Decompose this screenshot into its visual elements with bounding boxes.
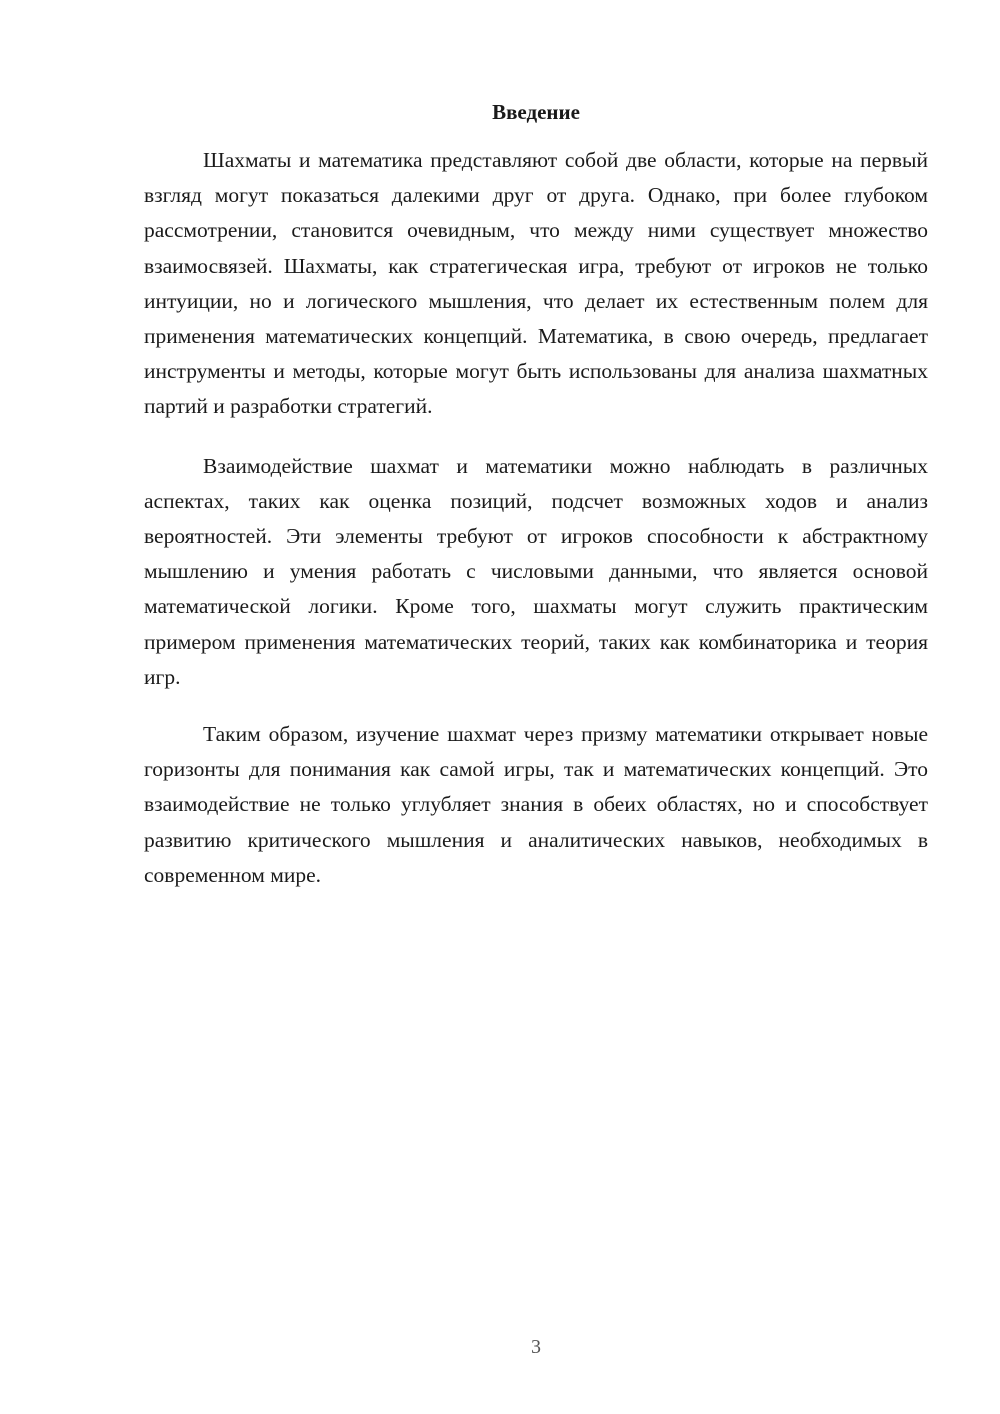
page-number: 3 <box>531 1336 541 1358</box>
paragraph-2: Взаимодействие шахмат и математики можно наблюдать в различных аспектах, таких как оценка позиций, подсчет возможных ходов и анализ вероятностей. Эти элементы требуют от игроков способности к абстрактному мышлению и умения работать с числовыми данными, что является основой математической логики. Кроме того, шахматы могут служить практическим примером применения математических теорий, таких как комбинаторика и теория игр. <box>144 453 928 689</box>
paragraph-1: Шахматы и математика представляют собой две области, которые на первый взгляд могут показаться далекими друг от друга. Однако, при более глубоком рассмотрении, становится очевидным, что между ними существует множество взаимосвязей. Шахматы, как стратегическая игра, требуют от игроков не только интуиции, но и логического мышления, что делает их естественным полем для применения математических концепций. Математика, в свою очередь, предлагает инструменты и методы, которые могут быть использованы для анализа шахматных партий и разработки стратегий. <box>144 148 928 419</box>
section-heading: Введение <box>492 100 580 124</box>
paragraph-3: Таким образом, изучение шахмат через призму математики открывает новые горизонты для понимания как самой игры, так и математических концепций. Это взаимодействие не только углубляет знания в обеих областях, но и способствует развитию критического мышления и аналитических навыков, необходимых в современном мире. <box>144 722 928 887</box>
body-text <box>144 143 928 917</box>
